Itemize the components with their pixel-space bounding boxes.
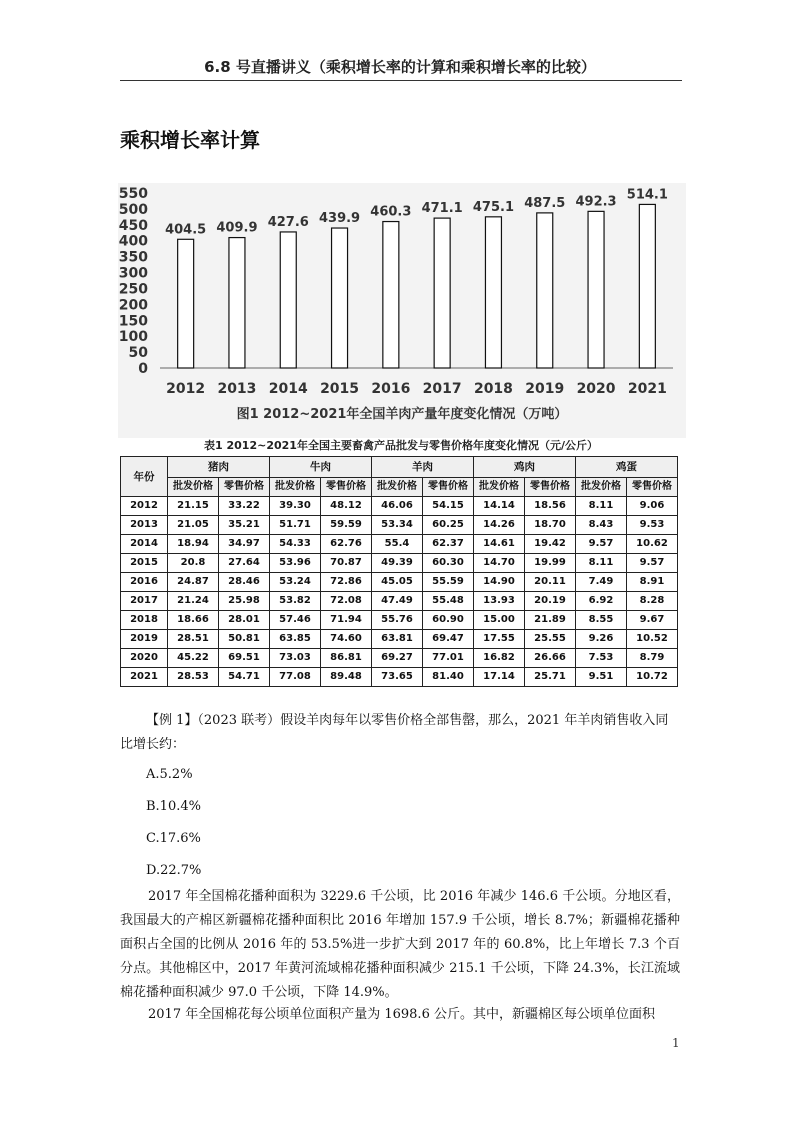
- group-header-beef: 牛肉: [270, 457, 372, 478]
- y-tick-label: 200: [118, 297, 148, 314]
- price-cell: 50.81: [219, 630, 270, 649]
- x-tick-label: 2019: [525, 381, 565, 397]
- page-header-title: 6.8 号直播讲义（乘积增长率的计算和乘积增长率的比较）: [204, 58, 596, 76]
- price-cell: 21.15: [168, 497, 219, 516]
- price-cell: 9.51: [576, 668, 627, 687]
- option-b: B.10.4%: [146, 799, 201, 814]
- price-cell: 28.01: [219, 611, 270, 630]
- y-tick-label: 50: [128, 345, 148, 362]
- price-cell: 72.86: [321, 573, 372, 592]
- price-cell: 14.70: [474, 554, 525, 573]
- bar-value-label: 471.1: [421, 201, 463, 217]
- price-cell: 77.01: [423, 649, 474, 668]
- price-cell: 20.11: [525, 573, 576, 592]
- x-tick-label: 2018: [473, 381, 513, 397]
- bar: [229, 238, 245, 368]
- x-tick-label: 2016: [371, 381, 411, 397]
- price-cell: 24.87: [168, 573, 219, 592]
- table-row: [121, 668, 678, 687]
- price-subheader: 批发价格: [474, 478, 525, 497]
- bar-value-label: 514.1: [626, 187, 668, 203]
- x-tick-label: 2020: [576, 381, 616, 397]
- price-cell: 34.97: [219, 535, 270, 554]
- price-cell: 35.21: [219, 516, 270, 535]
- price-cell: 21.05: [168, 516, 219, 535]
- price-cell: 55.48: [423, 592, 474, 611]
- year-cell: 2015: [121, 554, 168, 573]
- year-cell: 2012: [121, 497, 168, 516]
- bar-value-label: 409.9: [216, 220, 258, 236]
- y-tick-label: 500: [118, 201, 148, 218]
- y-tick-label: 450: [118, 217, 148, 234]
- price-cell: 9.26: [576, 630, 627, 649]
- figure-caption: 图1 2012~2021年全国羊肉产量年度变化情况（万吨）: [236, 407, 568, 422]
- price-subheader: 批发价格: [270, 478, 321, 497]
- price-cell: 14.26: [474, 516, 525, 535]
- price-cell: 9.57: [576, 535, 627, 554]
- price-cell: 53.82: [270, 592, 321, 611]
- year-cell: 2013: [121, 516, 168, 535]
- price-cell: 60.25: [423, 516, 474, 535]
- bar: [178, 239, 194, 368]
- price-cell: 28.51: [168, 630, 219, 649]
- price-cell: 9.57: [627, 554, 678, 573]
- price-cell: 18.94: [168, 535, 219, 554]
- price-cell: 51.71: [270, 516, 321, 535]
- price-cell: 7.49: [576, 573, 627, 592]
- price-cell: 6.92: [576, 592, 627, 611]
- year-cell: 2021: [121, 668, 168, 687]
- page-number: 1: [672, 1036, 680, 1050]
- price-cell: 8.79: [627, 649, 678, 668]
- price-cell: 14.61: [474, 535, 525, 554]
- bar-value-label: 487.5: [524, 195, 566, 211]
- bar: [280, 232, 296, 368]
- price-cell: 72.08: [321, 592, 372, 611]
- price-cell: 60.90: [423, 611, 474, 630]
- table-row: [121, 535, 678, 554]
- x-tick-label: 2021: [627, 381, 667, 397]
- price-subheader: 零售价格: [627, 478, 678, 497]
- year-cell: 2020: [121, 649, 168, 668]
- price-cell: 53.96: [270, 554, 321, 573]
- year-cell: 2016: [121, 573, 168, 592]
- table-row: [121, 630, 678, 649]
- x-tick-label: 2015: [320, 381, 360, 397]
- y-tick-label: 100: [118, 329, 148, 346]
- price-cell: 55.59: [423, 573, 474, 592]
- price-cell: 25.98: [219, 592, 270, 611]
- paragraph-cotton-area: 2017 年全国棉花播种面积为 3229.6 千公顷，比 2016 年减少 146.6 千公顷。分地区看，我国最大的产棉区新疆棉花播种面积比 2016 年增加 157.9 千公顷，增长 8.7%；新疆棉花播种面积占全国的比例从 2016 年的 53.5%进一步扩大到 2017 年的 60.8%，比上年增长 7.3 个百分点。其他棉区中，2017 年黄河流域棉花播种面积减少 215.1 千公顷，下降 24.3%，长江流域棉花播种面积减少 97.0 千公顷，下降 14.9%。: [120, 889, 680, 1000]
- x-tick-label: 2012: [166, 381, 206, 397]
- option-a: A.5.2%: [146, 767, 193, 782]
- price-subheader: 批发价格: [576, 478, 627, 497]
- price-cell: 8.55: [576, 611, 627, 630]
- price-cell: 54.33: [270, 535, 321, 554]
- price-cell: 70.87: [321, 554, 372, 573]
- bar-value-label: 404.5: [165, 222, 207, 238]
- bar-value-label: 475.1: [472, 199, 515, 215]
- price-cell: 13.93: [474, 592, 525, 611]
- table-row: [121, 573, 678, 592]
- price-cell: 17.55: [474, 630, 525, 649]
- price-cell: 18.56: [525, 497, 576, 516]
- bar: [434, 218, 450, 368]
- price-cell: 19.99: [525, 554, 576, 573]
- price-cell: 7.53: [576, 649, 627, 668]
- price-cell: 49.39: [372, 554, 423, 573]
- price-cell: 26.66: [525, 649, 576, 668]
- price-cell: 62.37: [423, 535, 474, 554]
- price-cell: 28.53: [168, 668, 219, 687]
- price-cell: 18.66: [168, 611, 219, 630]
- year-cell: 2014: [121, 535, 168, 554]
- price-cell: 55.4: [372, 535, 423, 554]
- price-cell: 54.15: [423, 497, 474, 516]
- bar: [383, 222, 399, 368]
- price-cell: 53.24: [270, 573, 321, 592]
- table-row: [121, 516, 678, 535]
- price-cell: 27.64: [219, 554, 270, 573]
- bar-chart: [118, 183, 686, 403]
- figure-panel: [118, 183, 686, 438]
- price-cell: 71.94: [321, 611, 372, 630]
- price-cell: 15.00: [474, 611, 525, 630]
- price-cell: 46.06: [372, 497, 423, 516]
- price-cell: 25.55: [525, 630, 576, 649]
- y-tick-label: 400: [118, 233, 148, 250]
- price-cell: 17.14: [474, 668, 525, 687]
- group-header-pork: 猪肉: [168, 457, 270, 478]
- price-cell: 28.46: [219, 573, 270, 592]
- y-tick-label: 350: [118, 249, 148, 266]
- bar: [537, 213, 553, 368]
- price-cell: 10.62: [627, 535, 678, 554]
- year-cell: 2017: [121, 592, 168, 611]
- price-cell: 18.70: [525, 516, 576, 535]
- y-tick-label: 0: [138, 361, 148, 377]
- price-cell: 69.47: [423, 630, 474, 649]
- price-cell: 19.42: [525, 535, 576, 554]
- bar-value-label: 492.3: [575, 194, 617, 210]
- price-cell: 69.51: [219, 649, 270, 668]
- price-cell: 73.03: [270, 649, 321, 668]
- table-row: [121, 554, 678, 573]
- bar-value-label: 460.3: [370, 204, 412, 220]
- price-cell: 63.81: [372, 630, 423, 649]
- option-d: D.22.7%: [146, 863, 202, 878]
- paragraph-cotton-yield: 2017 年全国棉花每公顷单位面积产量为 1698.6 公斤。其中，新疆棉区每公顷单位面积: [148, 1007, 655, 1022]
- price-cell: 9.53: [627, 516, 678, 535]
- price-cell: 8.11: [576, 497, 627, 516]
- year-header: 年份: [121, 457, 168, 497]
- bar: [485, 217, 501, 368]
- price-cell: 54.71: [219, 668, 270, 687]
- price-cell: 9.06: [627, 497, 678, 516]
- y-tick-label: 300: [118, 265, 148, 282]
- price-cell: 48.12: [321, 497, 372, 516]
- price-cell: 8.43: [576, 516, 627, 535]
- table-row: [121, 497, 678, 516]
- price-subheader: 零售价格: [219, 478, 270, 497]
- table-title: 表1 2012~2021年全国主要畜禽产品批发与零售价格年度变化情况（元/公斤）: [204, 439, 598, 452]
- header-rule: [120, 80, 682, 81]
- bar: [588, 211, 604, 368]
- table-row: [121, 649, 678, 668]
- price-cell: 81.40: [423, 668, 474, 687]
- price-cell: 45.22: [168, 649, 219, 668]
- y-tick-label: 550: [118, 186, 148, 202]
- price-cell: 14.90: [474, 573, 525, 592]
- bar-value-label: 427.6: [267, 214, 309, 230]
- price-subheader: 零售价格: [321, 478, 372, 497]
- price-cell: 59.59: [321, 516, 372, 535]
- price-cell: 74.60: [321, 630, 372, 649]
- bar: [332, 228, 348, 368]
- group-header-chicken: 鸡肉: [474, 457, 576, 478]
- bar: [639, 204, 655, 368]
- x-tick-label: 2014: [268, 381, 308, 397]
- bar-value-label: 439.9: [318, 211, 361, 227]
- price-cell: 55.76: [372, 611, 423, 630]
- price-cell: 53.34: [372, 516, 423, 535]
- price-cell: 60.30: [423, 554, 474, 573]
- price-subheader: 批发价格: [372, 478, 423, 497]
- price-cell: 25.71: [525, 668, 576, 687]
- price-cell: 89.48: [321, 668, 372, 687]
- price-subheader: 零售价格: [423, 478, 474, 497]
- year-cell: 2018: [121, 611, 168, 630]
- x-tick-label: 2013: [217, 381, 257, 397]
- table-row: [121, 592, 678, 611]
- price-cell: 57.46: [270, 611, 321, 630]
- price-cell: 10.52: [627, 630, 678, 649]
- price-cell: 16.82: [474, 649, 525, 668]
- price-cell: 9.67: [627, 611, 678, 630]
- price-cell: 77.08: [270, 668, 321, 687]
- price-cell: 45.05: [372, 573, 423, 592]
- price-cell: 21.24: [168, 592, 219, 611]
- price-cell: 69.27: [372, 649, 423, 668]
- year-cell: 2019: [121, 630, 168, 649]
- price-cell: 8.11: [576, 554, 627, 573]
- group-header-egg: 鸡蛋: [576, 457, 678, 478]
- price-cell: 47.49: [372, 592, 423, 611]
- price-cell: 86.81: [321, 649, 372, 668]
- table-row: [121, 611, 678, 630]
- option-c: C.17.6%: [146, 831, 201, 846]
- price-cell: 33.22: [219, 497, 270, 516]
- y-tick-label: 250: [118, 281, 148, 298]
- section-title: 乘积增长率计算: [120, 128, 260, 152]
- question-stem: 【例 1】（2023 联考）假设羊肉每年以零售价格全部售罄，那么，2021 年羊肉销售收入同比增长约：: [120, 713, 669, 752]
- price-cell: 10.72: [627, 668, 678, 687]
- price-cell: 63.85: [270, 630, 321, 649]
- price-table: [120, 456, 678, 687]
- price-cell: 21.89: [525, 611, 576, 630]
- price-subheader: 批发价格: [168, 478, 219, 497]
- price-cell: 20.8: [168, 554, 219, 573]
- price-cell: 62.76: [321, 535, 372, 554]
- price-cell: 8.91: [627, 573, 678, 592]
- price-cell: 39.30: [270, 497, 321, 516]
- price-cell: 73.65: [372, 668, 423, 687]
- price-cell: 8.28: [627, 592, 678, 611]
- price-subheader: 零售价格: [525, 478, 576, 497]
- price-cell: 20.19: [525, 592, 576, 611]
- group-header-mutton: 羊肉: [372, 457, 474, 478]
- y-tick-label: 150: [118, 313, 148, 330]
- x-tick-label: 2017: [422, 381, 462, 397]
- price-cell: 14.14: [474, 497, 525, 516]
